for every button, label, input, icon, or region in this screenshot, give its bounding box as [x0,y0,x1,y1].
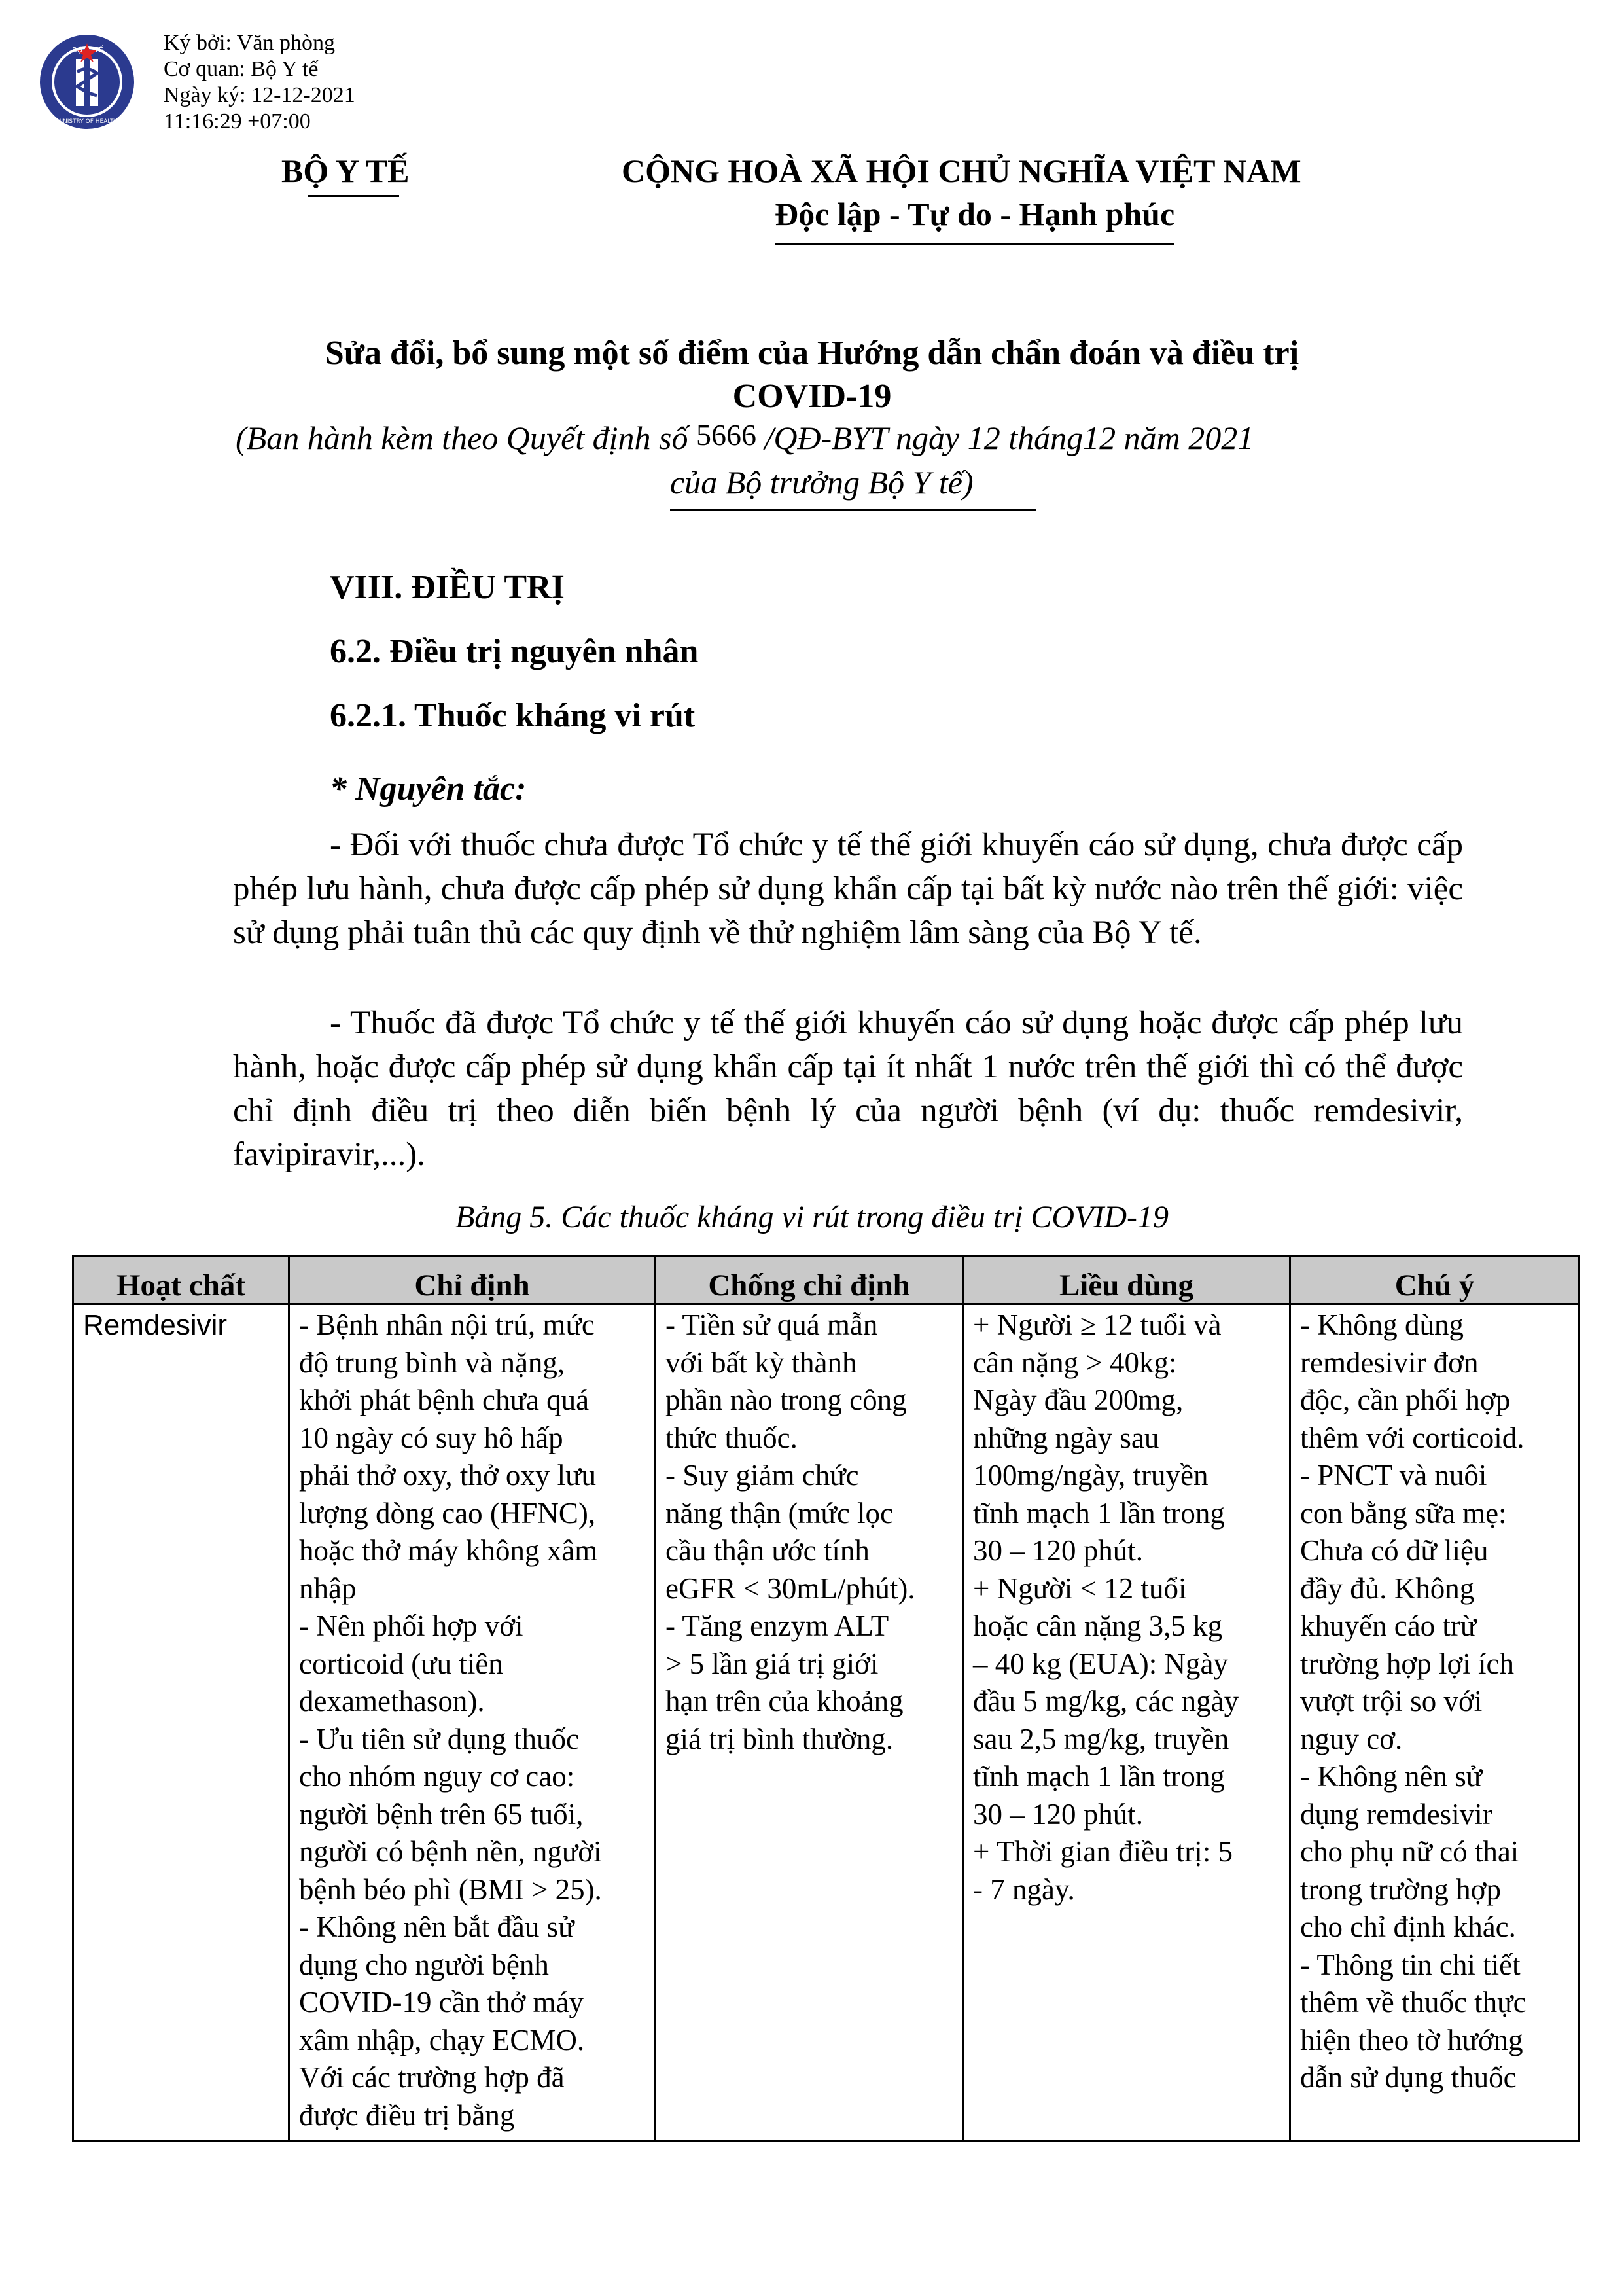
table-header-row [73,1257,1580,1304]
cell-text-line: - Không nên sử [1300,1760,1483,1793]
cell-text-line: khuyến cáo trừ [1300,1609,1477,1642]
national-motto: Độc lập - Tự do - Hạnh phúc [775,196,1175,232]
cell-text-line: Ngày đầu 200mg, [973,1384,1184,1416]
cell-contraindication [656,1304,963,2141]
cell-text-line: - PNCT và nuôi [1300,1459,1487,1492]
column-header: Liều dùng [963,1257,1290,1304]
cell-notes [1290,1304,1580,2141]
cell-text-line: hiện theo tờ hướng [1300,2023,1523,2056]
agency-underline [308,195,399,197]
cell-text-line: + Người ≥ 12 tuổi và [973,1308,1222,1341]
cell-text-line: COVID-19 cần thở máy [299,1986,584,2018]
signing-agency: Cơ quan: Bộ Y tế [164,57,319,81]
cell-text-line: + Người < 12 tuổi [973,1571,1187,1605]
cell-indication [289,1304,656,2141]
cell-text-line: - 7 ngày. [973,1873,1075,1906]
cell-text-line: đầu 5 mg/kg, các ngày [973,1685,1239,1717]
cell-text-line: thêm về thuốc thực [1300,1986,1527,2018]
cell-text-line: - Tiền sử quá mẫn [665,1308,878,1341]
cell-text-line: - Bệnh nhân nội trú, mức [299,1308,595,1341]
cell-text-line: đầy đủ. Không [1300,1571,1475,1605]
cell-text-line: người bệnh trên 65 tuổi, [299,1797,584,1831]
national-title: CỘNG HOÀ XÃ HỘI CHỦ NGHĨA VIỆT NAM [622,152,1301,189]
cell-text-line: sau 2,5 mg/kg, truyền [973,1722,1229,1755]
cell-text-line: trong trường hợp [1300,1873,1501,1906]
body-paragraph: - Đối với thuốc chưa được Tổ chức y tế thế giới khuyến cáo sử dụng, chưa được cấp phép lưu hành, chưa được cấp phép sử dụng khẩn cấp tại bất kỳ nước nào trên thế giới: việc sử dụng phải tuân thủ các quy định về thử nghiệm lâm sàng của Bộ Y tế. [233,827,1463,951]
cell-text-line: thêm với corticoid. [1300,1421,1525,1454]
cell-text-line: nguy cơ. [1300,1722,1403,1755]
signed-by: Ký bởi: Văn phòng [164,31,335,55]
cell-text-line: bệnh béo phì (BMI > 25). [299,1873,602,1906]
cell-text-line: trường hợp lợi ích [1300,1647,1514,1680]
cell-text-line: năng thận (mức lọc [665,1496,894,1530]
cell-text-line: xâm nhập, chạy ECMO. [299,2023,585,2056]
issuing-agency: BỘ Y TẾ [281,152,410,189]
column-header: Hoạt chất [73,1257,289,1304]
signing-time: 11:16:29 +07:00 [164,109,311,134]
ministry-seal-logo [38,33,136,131]
cell-text-line: độ trung bình và nặng, [299,1346,565,1379]
cell-text-line: hoặc thở máy không xâm [299,1534,598,1567]
cell-text-line: - Tăng enzym ALT [665,1609,889,1642]
cell-text-line: - Suy giảm chức [665,1459,859,1492]
cell-text-line: độc, cần phối hợp [1300,1384,1511,1416]
cell-text-line: tĩnh mạch 1 lần trong [973,1496,1225,1530]
cell-text-line: - Ưu tiên sử dụng thuốc [299,1722,580,1755]
svg-text:TẾ: TẾ [94,46,103,54]
cell-dosage [963,1304,1290,2141]
cell-text-line: vượt trội so với [1300,1685,1483,1717]
cell-text-line: những ngày sau [973,1421,1159,1454]
section-heading: VIII. ĐIỀU TRỊ [330,569,565,606]
cell-text-line: giá trị bình thường. [665,1722,894,1755]
cell-text-line: - Thông tin chi tiết [1300,1948,1521,1981]
cell-text-line: 30 – 120 phút. [973,1534,1144,1567]
cell-text-line: con bằng sữa mẹ: [1300,1496,1507,1530]
cell-text-line: 100mg/ngày, truyền [973,1459,1209,1492]
cell-text-line: hoặc cân nặng 3,5 kg [973,1609,1223,1642]
cell-text-line: corticoid (ưu tiên [299,1647,503,1680]
table-row [73,1304,1580,2141]
cell-text-line: cầu thận ước tính [665,1534,870,1567]
cell-text-line: > 5 lần giá trị giới [665,1647,879,1680]
cell-text-line: hạn trên của khoảng [665,1685,904,1717]
cell-text-line: + Thời gian điều trị: 5 [973,1835,1233,1868]
digital-signature-info [164,30,355,135]
cell-text-line: - Không dùng [1300,1308,1464,1341]
cell-text-line: Với các trường hợp đã [299,2061,565,2094]
cell-text-line: dụng cho người bệnh [299,1948,549,1981]
svg-text:BỘ: BỘ [72,46,83,54]
issuer-underline [670,509,1036,511]
principle-heading: * Nguyên tắc: [330,770,527,808]
decision-issuer: của Bộ trưởng Bộ Y tế) [670,464,974,501]
cell-text-line: lượng dòng cao (HFNC), [299,1496,596,1530]
cell-text-line: cho chỉ định khác. [1300,1910,1516,1943]
decision-number: 5666 [696,418,757,452]
cell-text-line: eGFR < 30mL/phút). [665,1571,915,1605]
cell-text-line: thức thuốc. [665,1421,798,1454]
cell-text-line: cho nhóm nguy cơ cao: [299,1760,575,1793]
cell-text-line: - Không nên bắt đầu sử [299,1910,574,1943]
document-title: Sửa đổi, bổ sung một số điểm của Hướng dẫn chẩn đoán và điều trị [325,334,1299,372]
cell-active-ingredient [73,1304,289,2141]
cell-text-line: được điều trị bằng [299,2098,515,2132]
column-header: Chống chỉ định [656,1257,963,1304]
cell-text-line: phần nào trong công [665,1384,907,1416]
cell-text-line: 30 – 120 phút. [973,1797,1144,1831]
cell-text-line: 10 ngày có suy hô hấp [299,1421,563,1454]
cell-text-line: dẫn sử dụng thuốc [1300,2061,1517,2094]
subsection-heading: 6.2. Điều trị nguyên nhân [330,633,699,670]
svg-text:MINISTRY OF HEALTH: MINISTRY OF HEALTH [56,118,118,125]
cell-text-line: - Nên phối hợp với [299,1609,523,1642]
cell-text-line: nhập [299,1571,357,1605]
signing-date: Ngày ký: 12-12-2021 [164,83,355,107]
cell-text-line: – 40 kg (EUA): Ngày [973,1647,1228,1680]
decision-reference: (Ban hành kèm theo Quyết định số 5666 /QĐ-BYT ngày 12 tháng12 năm 2021 [236,418,1254,456]
cell-text-line: phải thở oxy, thở oxy lưu [299,1459,597,1492]
cell-text-line: Chưa có dữ liệu [1300,1534,1489,1567]
cell-text-line: dexamethason). [299,1685,485,1717]
cell-text-line: cho phụ nữ có thai [1300,1835,1519,1868]
cell-text-line: remdesivir đơn [1300,1346,1479,1379]
antiviral-drug-table [72,1255,1580,2142]
column-header: Chỉ định [289,1257,656,1304]
cell-text-line: người có bệnh nền, người [299,1835,602,1868]
cell-text-line: cân nặng > 40kg: [973,1346,1177,1379]
cell-text-line: tĩnh mạch 1 lần trong [973,1760,1225,1793]
cell-text-line: Remdesivir [83,1309,228,1341]
subsubsection-heading: 6.2.1. Thuốc kháng vi rút [330,697,696,734]
cell-text-line: với bất kỳ thành [665,1346,857,1379]
table-caption: Bảng 5. Các thuốc kháng vi rút trong điều trị COVID-19 [455,1200,1169,1234]
motto-underline [775,243,1174,245]
document-title-line2: COVID-19 [732,378,892,415]
cell-text-line: khởi phát bệnh chưa quá [299,1384,590,1416]
cell-text-line: dụng remdesivir [1300,1797,1492,1831]
body-paragraph: - Thuốc đã được Tổ chức y tế thế giới khuyến cáo sử dụng hoặc được cấp phép lưu hành, hoặc được cấp phép sử dụng khẩn cấp tại ít nhất 1 nước trên thế giới thì có thể được chỉ định điều trị theo diễn biến bệnh lý của người bệnh (ví dụ: thuốc remdesivir, favipiravir,...). [233,1005,1463,1173]
column-header: Chú ý [1290,1257,1580,1304]
